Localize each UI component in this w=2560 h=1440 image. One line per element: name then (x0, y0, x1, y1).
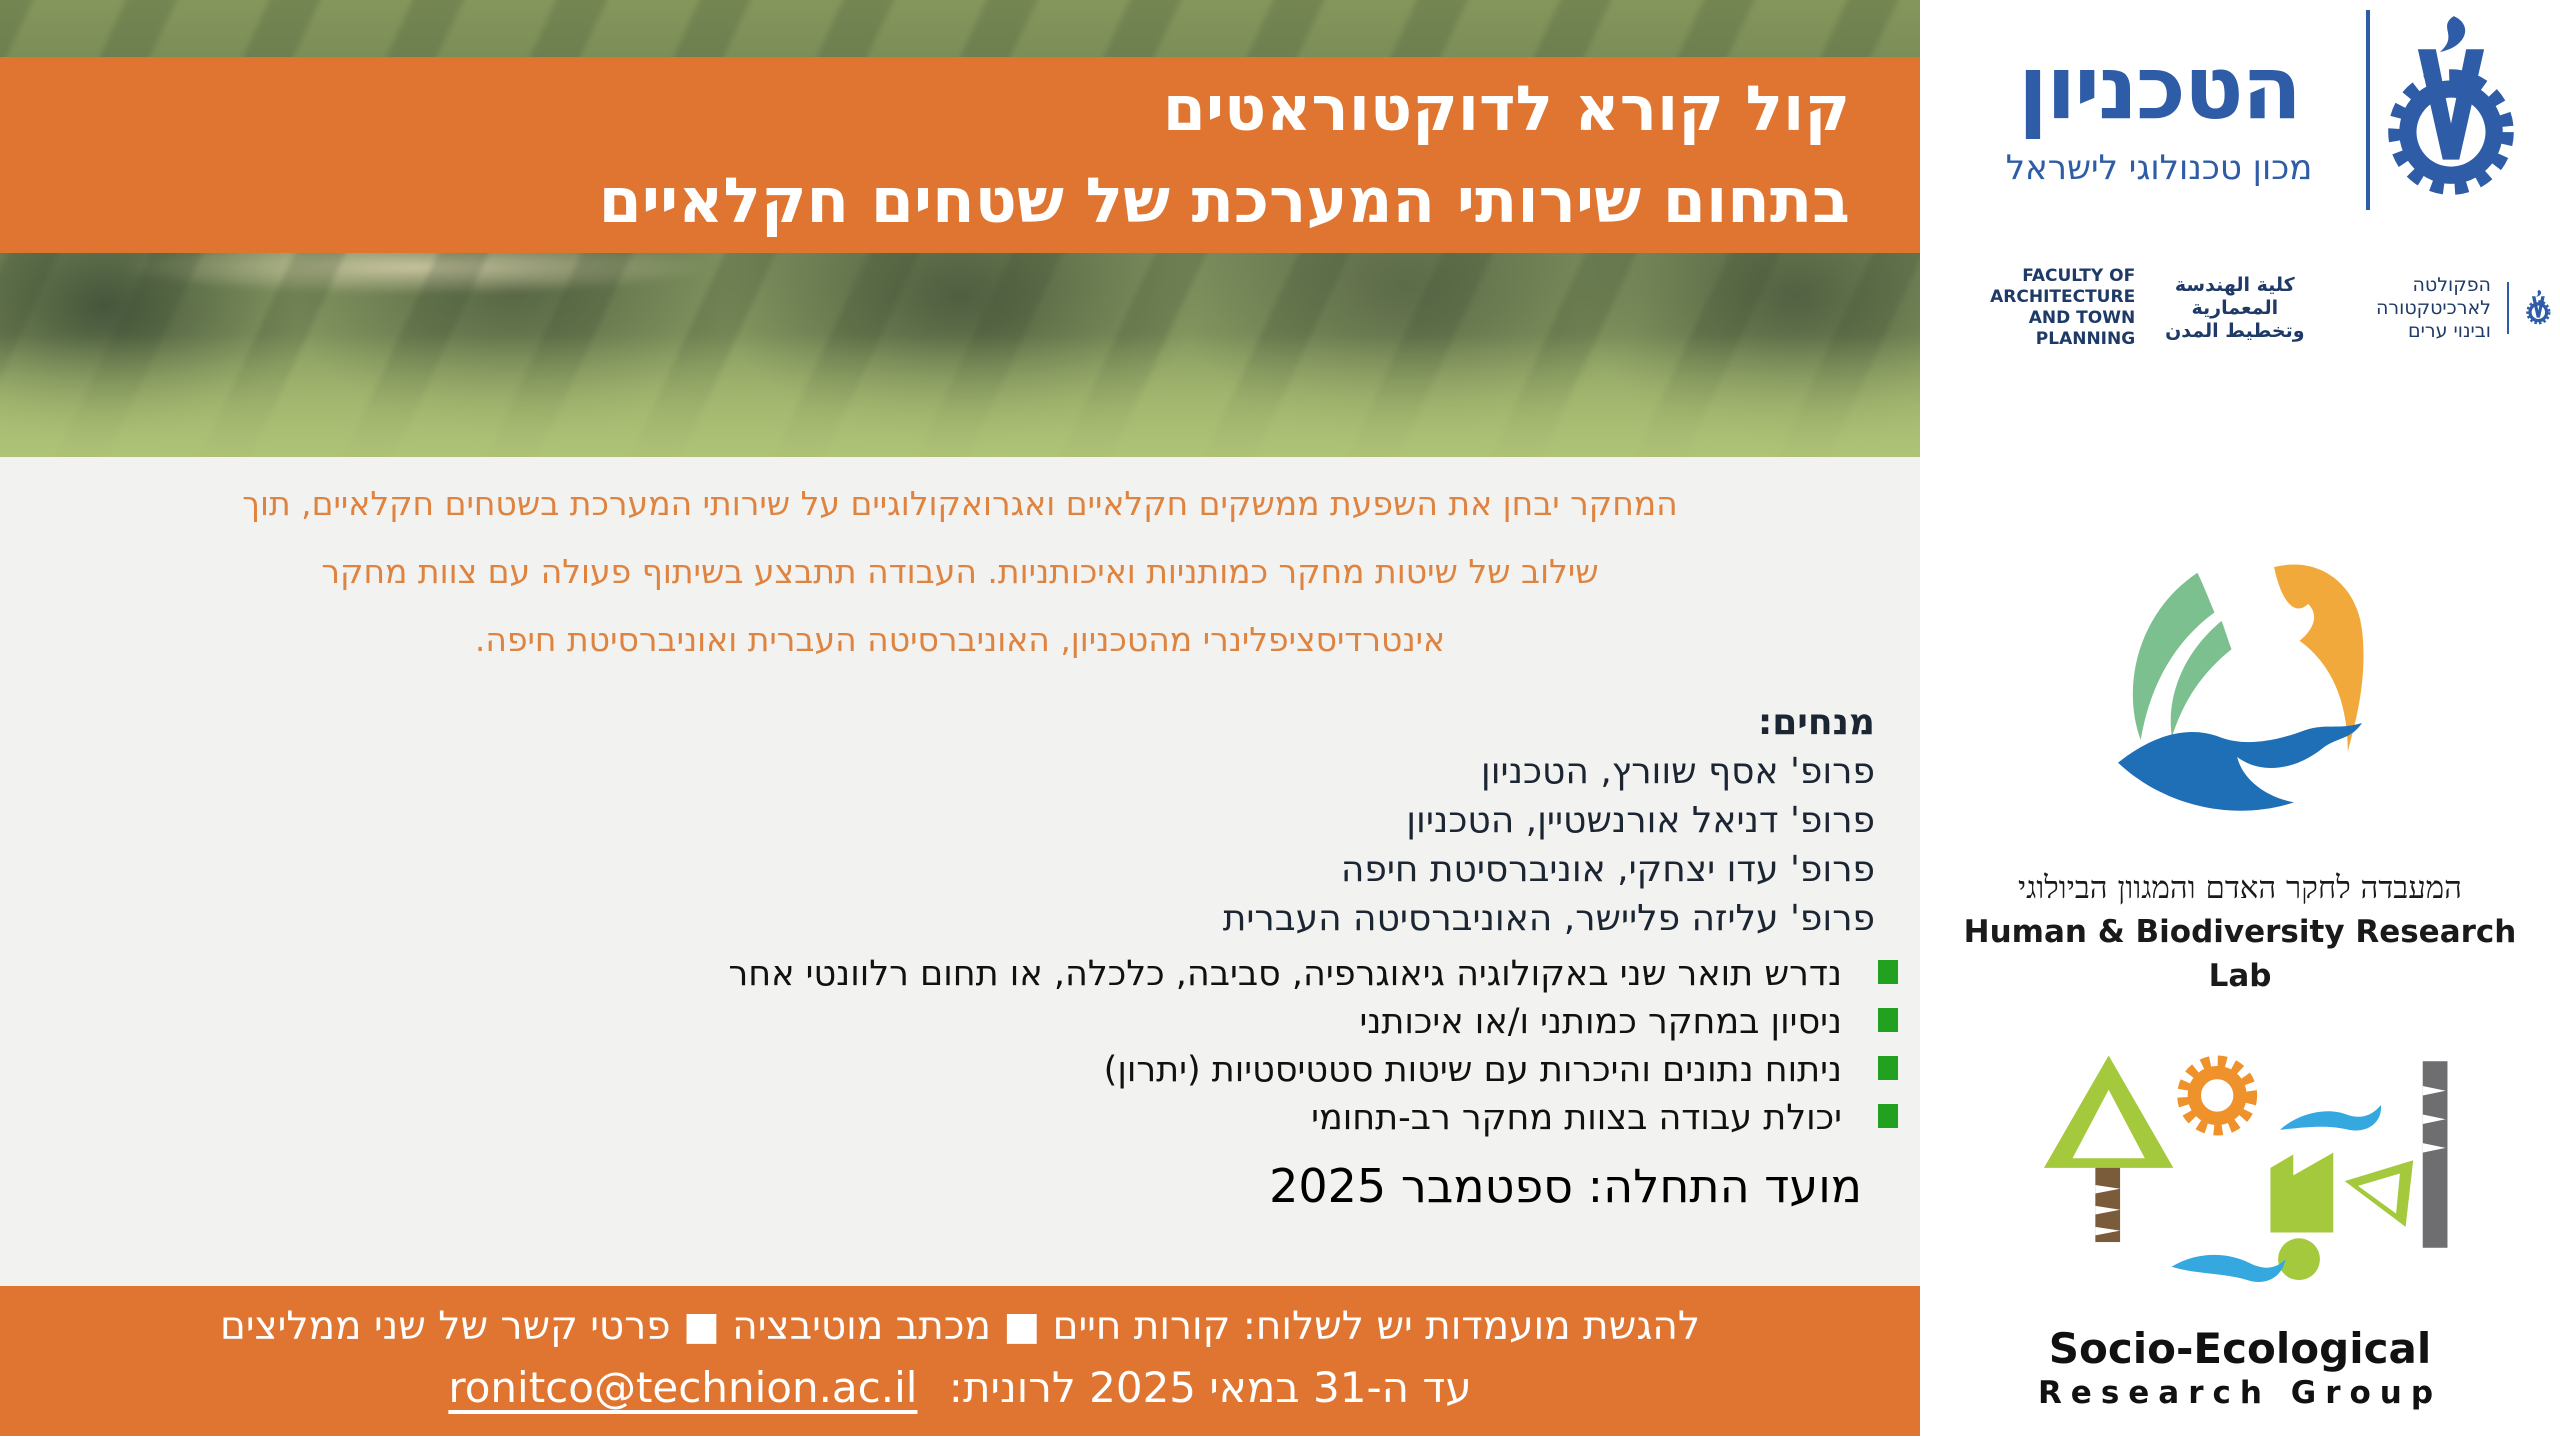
requirement-item (0, 1046, 1898, 1094)
serg-emblem-icon (2025, 1046, 2455, 1322)
requirements-list (0, 950, 1898, 1142)
technion-logo (1966, 10, 2536, 210)
advisor-item: פרופ' עליזה פליישר, האוניברסיטה העברית (1222, 898, 1875, 939)
biodiversity-lab-emblem-icon (2080, 550, 2400, 862)
faculty-he-line1: הפקולטה לארכיטקטורה (2376, 273, 2491, 319)
serg-logo (1990, 1046, 2490, 1414)
green-square-bullet-icon (1878, 1056, 1898, 1080)
deadline-line (0, 1356, 1920, 1420)
requirement-text: יכולת עבודה בצוות מחקר רב-תחומי (1311, 1098, 1842, 1138)
requirement-text: ניסיון במחקר כמותני ו/או איכותני (1359, 1002, 1842, 1042)
faculty-en-line1: FACULTY OF ARCHITECTURE (1990, 266, 2136, 307)
serg-title-line1: Socio-Ecological (2048, 1324, 2432, 1373)
start-date: מועד התחלה: ספטמבר 2025 (1269, 1159, 1862, 1213)
intro-line-2: שילוב של שיטות מחקר כמותניות ואיכותניות. העבודה תתבצע בשיתוף פעולה עם צוות מחקר (321, 552, 1599, 591)
requirement-item (0, 1094, 1898, 1142)
biodiversity-lab-title-english: Human & Biodiversity Research Lab (1963, 914, 2517, 994)
faculty-strip (1920, 266, 2560, 350)
faculty-name-english (1928, 266, 2135, 350)
requirement-text: ניתוח נתונים והיכרות עם שיטות סטטיסטיות (יתרון) (1103, 1050, 1842, 1090)
faculty-ar-line1: كلية الهندسة المعمارية (2174, 273, 2295, 319)
submission-footer-bar (0, 1286, 1920, 1440)
advisor-item: פרופ' עדו יצחקי, אוניברסיטת חיפה (1340, 849, 1875, 890)
page-title-line2: בתחום שירותי המערכת של שטחים חקלאיים (598, 164, 1850, 237)
requirement-item (0, 950, 1898, 998)
page-title-line1: קול קורא לדוקטוראטים (1162, 72, 1850, 145)
advisor-item: פרופ' דניאל אורנשטיין, הטכניון (1406, 800, 1875, 841)
deadline-text: עד ה-31 במאי 2025 לרונית: (948, 1363, 1472, 1412)
email-link[interactable]: ronitco@technion.ac.il (448, 1363, 918, 1412)
requirement-item (0, 998, 1898, 1046)
faculty-name-arabic (2151, 274, 2318, 343)
biodiversity-lab-logo (1955, 550, 2525, 998)
biodiversity-lab-title-hebrew: המעבדה לחקר האדם והמגוון הביולוגי (2018, 870, 2462, 906)
faculty-he-line2: ובינוי ערים (2408, 319, 2491, 342)
intro-line-3: אינטרדיסציפלינרי מהטכניון, האוניברסיטה העברית ואוניברסיטת חיפה. (474, 620, 1446, 659)
submission-instructions: להגשת מועמדות יש לשלוח: קורות חיים ■ מכתב מוטיבציה ■ פרטי קשר של שני ממליצים (219, 1304, 1701, 1349)
advisor-item: פרופ' אסף שוורץ, הטכניון (1480, 751, 1875, 792)
logos-column (1920, 0, 2560, 1440)
faculty-en-line2: AND TOWN PLANNING (2028, 308, 2136, 349)
green-square-bullet-icon (1878, 960, 1898, 984)
title-banner (0, 57, 1920, 253)
intro-paragraph (40, 470, 1880, 674)
green-square-bullet-icon (1878, 1104, 1898, 1128)
green-square-bullet-icon (1878, 1008, 1898, 1032)
intro-line-1: המחקר יבחן את השפעת ממשקים חקלאיים ואגרואקולוגיים על שירותי המערכת בשטחים חקלאיים, תוך (242, 484, 1678, 523)
faculty-strip-divider (2507, 282, 2509, 334)
requirement-text: נדרש תואר שני באקולוגיה גיאוגרפיה, סביבה, כלכלה, או תחום רלוונטי אחר (728, 954, 1842, 994)
technion-wordmark (1966, 32, 2352, 188)
advisors-section (0, 698, 1875, 943)
technion-emblem-icon (2382, 10, 2520, 210)
serg-title-line2: Research Group (2037, 1375, 2443, 1411)
technion-logo-divider (2366, 10, 2370, 210)
technion-name-hebrew: הטכניון (2017, 36, 2301, 139)
faculty-name-hebrew (2334, 274, 2491, 343)
technion-subtitle-hebrew: מכון טכנולוגי לישראל (2005, 148, 2313, 188)
advisors-heading: מנחים: (1757, 702, 1875, 743)
technion-mini-emblem-icon (2525, 284, 2552, 332)
faculty-ar-line2: وتخطيط المدن (2165, 319, 2305, 342)
